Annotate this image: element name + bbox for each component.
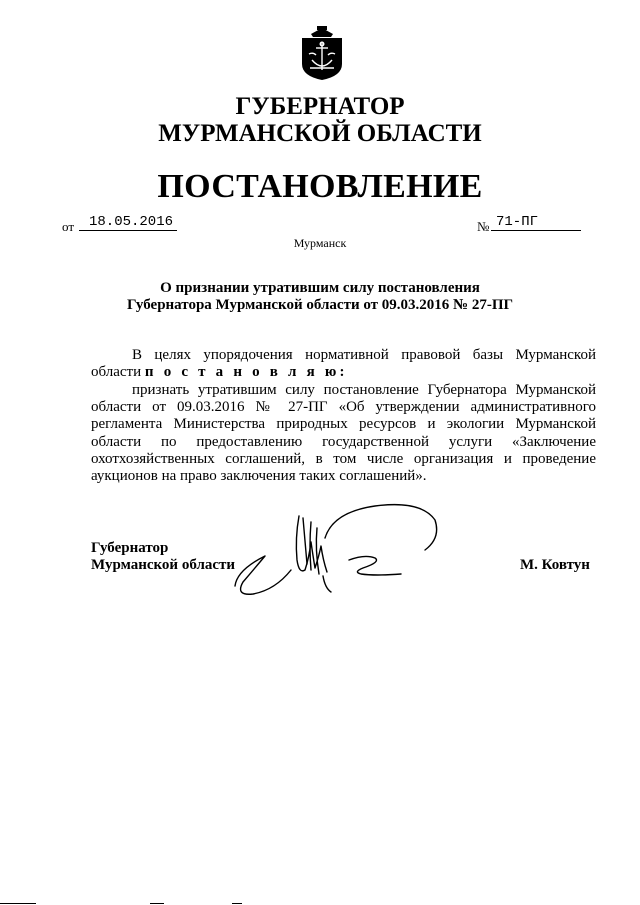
coat-of-arms-icon [299,24,345,81]
document-date: 18.05.2016 [79,213,177,231]
operative-line-6: аукционов на право заключения таких соглашений». [91,467,427,484]
preamble-paragraph [91,347,596,381]
operative-line-5: охотхозяйственных соглашений, в том числе организация и проведение [91,450,596,467]
footer-rule-left [0,903,36,904]
preamble-line-2-start: области [91,364,142,381]
document-number: 71-ПГ [491,213,581,231]
document-title-line-2: Губернатора Мурманской области от 09.03.2016 № 27-ПГ [126,297,514,313]
issuer-line-2: МУРМАНСКОЙ ОБЛАСТИ [158,120,482,147]
footer-rule-mid [150,903,164,904]
date-prefix: от [62,219,75,234]
preamble-line-1: В целях упорядочения нормативной правовой базы Мурманской [132,347,596,363]
issuer-line-1: ГУБЕРНАТОР [235,93,405,120]
place-of-issue: Мурманск [293,236,347,250]
footer-rule-right [232,903,242,904]
operative-line-3: регламента Министерства природных ресурсов и экологии Мурманской [91,416,596,433]
number-prefix: № [477,219,490,234]
handwritten-signature-icon [225,498,445,600]
signatory-title-line-2: Мурманской области [91,557,236,573]
operative-line-2: области от 09.03.2016 № 27-ПГ «Об утверждении административного [91,399,596,416]
document-type: ПОСТАНОВЛЕНИЕ [157,168,483,205]
resolve-word: п о с т а н о в л я ю: [144,364,348,381]
operative-line-4: области по предоставлению государственной услуги «Заключение [91,433,596,450]
document-title-line-1: О признании утратившим силу постановления [160,280,480,296]
operative-line-1: признать утратившим силу постановление Губернатора Мурманской [132,382,596,398]
preamble-line-2 [91,364,596,381]
signatory-title-line-1: Губернатор [91,540,169,556]
operative-paragraph [91,382,596,485]
signatory-name: М. Ковтун [520,557,590,573]
